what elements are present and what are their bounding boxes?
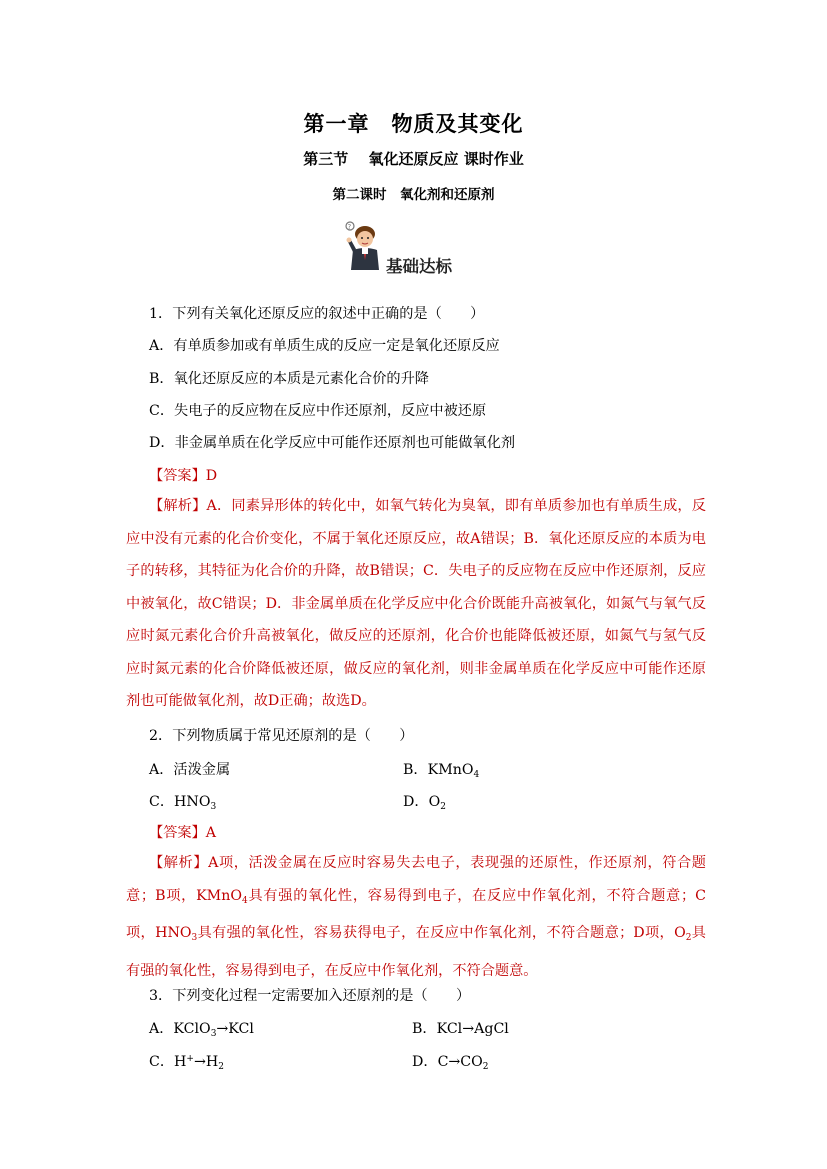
- q1-answer: 【答案】D: [149, 468, 218, 484]
- thinking-boy-icon: [344, 220, 384, 272]
- q2-analysis: 【解析】A项，活泼金属在反应时容易失去电子，表现强的还原性，作还原剂，符合题意；B项，KMnO$_4$具有强的氧化性，容易得到电子，在反应中作氧化剂，不符合题意；C项，$HNO_3$具有强的氧化性，容易获得电子，在反应中作氧化剂，不符合题意；D项，$O_2$具有强的氧化性，容易得到电子，在反应中作氧化剂，不符合题意。: [126, 855, 706, 979]
- q1-option-d: D．非金属单质在化学反应中可能作还原剂也可能做氧化剂: [149, 435, 516, 451]
- q2-option-d: D．$O_2$: [403, 794, 446, 812]
- q3-option-d: D．$C\to CO_2$: [412, 1054, 489, 1072]
- q3-option-b: B．KCl→AgCl: [412, 1021, 509, 1037]
- q1-stem: 1．下列有关氧化还原反应的叙述中正确的是（ ）: [149, 306, 485, 322]
- q1-option-c: C．失电子的反应物在反应中作还原剂，反应中被还原: [149, 403, 487, 419]
- q1-analysis: 【解析】A．同素异形体的转化中，如氧气转化为臭氧，即有单质参加也有单质生成，反应中没有元素的化合价变化，不属于氧化还原反应，故A错误；B．氧化还原反应的本质为电子的转移，其特征为化合价的升降，故B错误；C．失电子的反应物在反应中作还原剂，反应中被氧化，故C错误；D．非金属单质在化学反应中化合价既能升高被氧化，如氮气与氧气反应时氮元素化合价升高被氧化，做反应的还原剂，化合价也能降低被还原，如氮气与氢气反应时氮元素的化合价降低被还原，做反应的氧化剂，则非金属单质在化学反应中可能作还原剂也可能做氧化剂，故D正确；故选D。: [126, 498, 706, 709]
- chapter-title: 第一章 物质及其变化: [303, 111, 524, 136]
- q2-option-a: A．活泼金属: [149, 762, 231, 778]
- section-badge: 基础达标: [386, 257, 452, 276]
- lesson-title: 第二课时 氧化剂和还原剂: [332, 187, 495, 203]
- section-title: 第三节 氧化还原反应 课时作业: [303, 150, 524, 168]
- svg-text:?: ?: [347, 223, 352, 231]
- q1-option-b: B．氧化还原反应的本质是元素化合价的升降: [149, 371, 429, 387]
- q1-option-a: A．有单质参加或有单质生成的反应一定是氧化还原反应: [149, 338, 500, 354]
- q2-option-b: B．KMnO$_4$: [403, 762, 480, 780]
- q2-answer: 【答案】A: [149, 825, 216, 841]
- q3-stem: 3．下列变化过程一定需要加入还原剂的是（ ）: [149, 988, 471, 1004]
- q3-option-c: C．$H^+\to H_2$: [149, 1054, 224, 1072]
- q2-stem: 2．下列物质属于常见还原剂的是（ ）: [149, 728, 414, 744]
- q3-option-a: A．KClO$_3$→KCl: [149, 1021, 254, 1039]
- q2-option-c: C．$HNO_3$: [149, 794, 217, 812]
